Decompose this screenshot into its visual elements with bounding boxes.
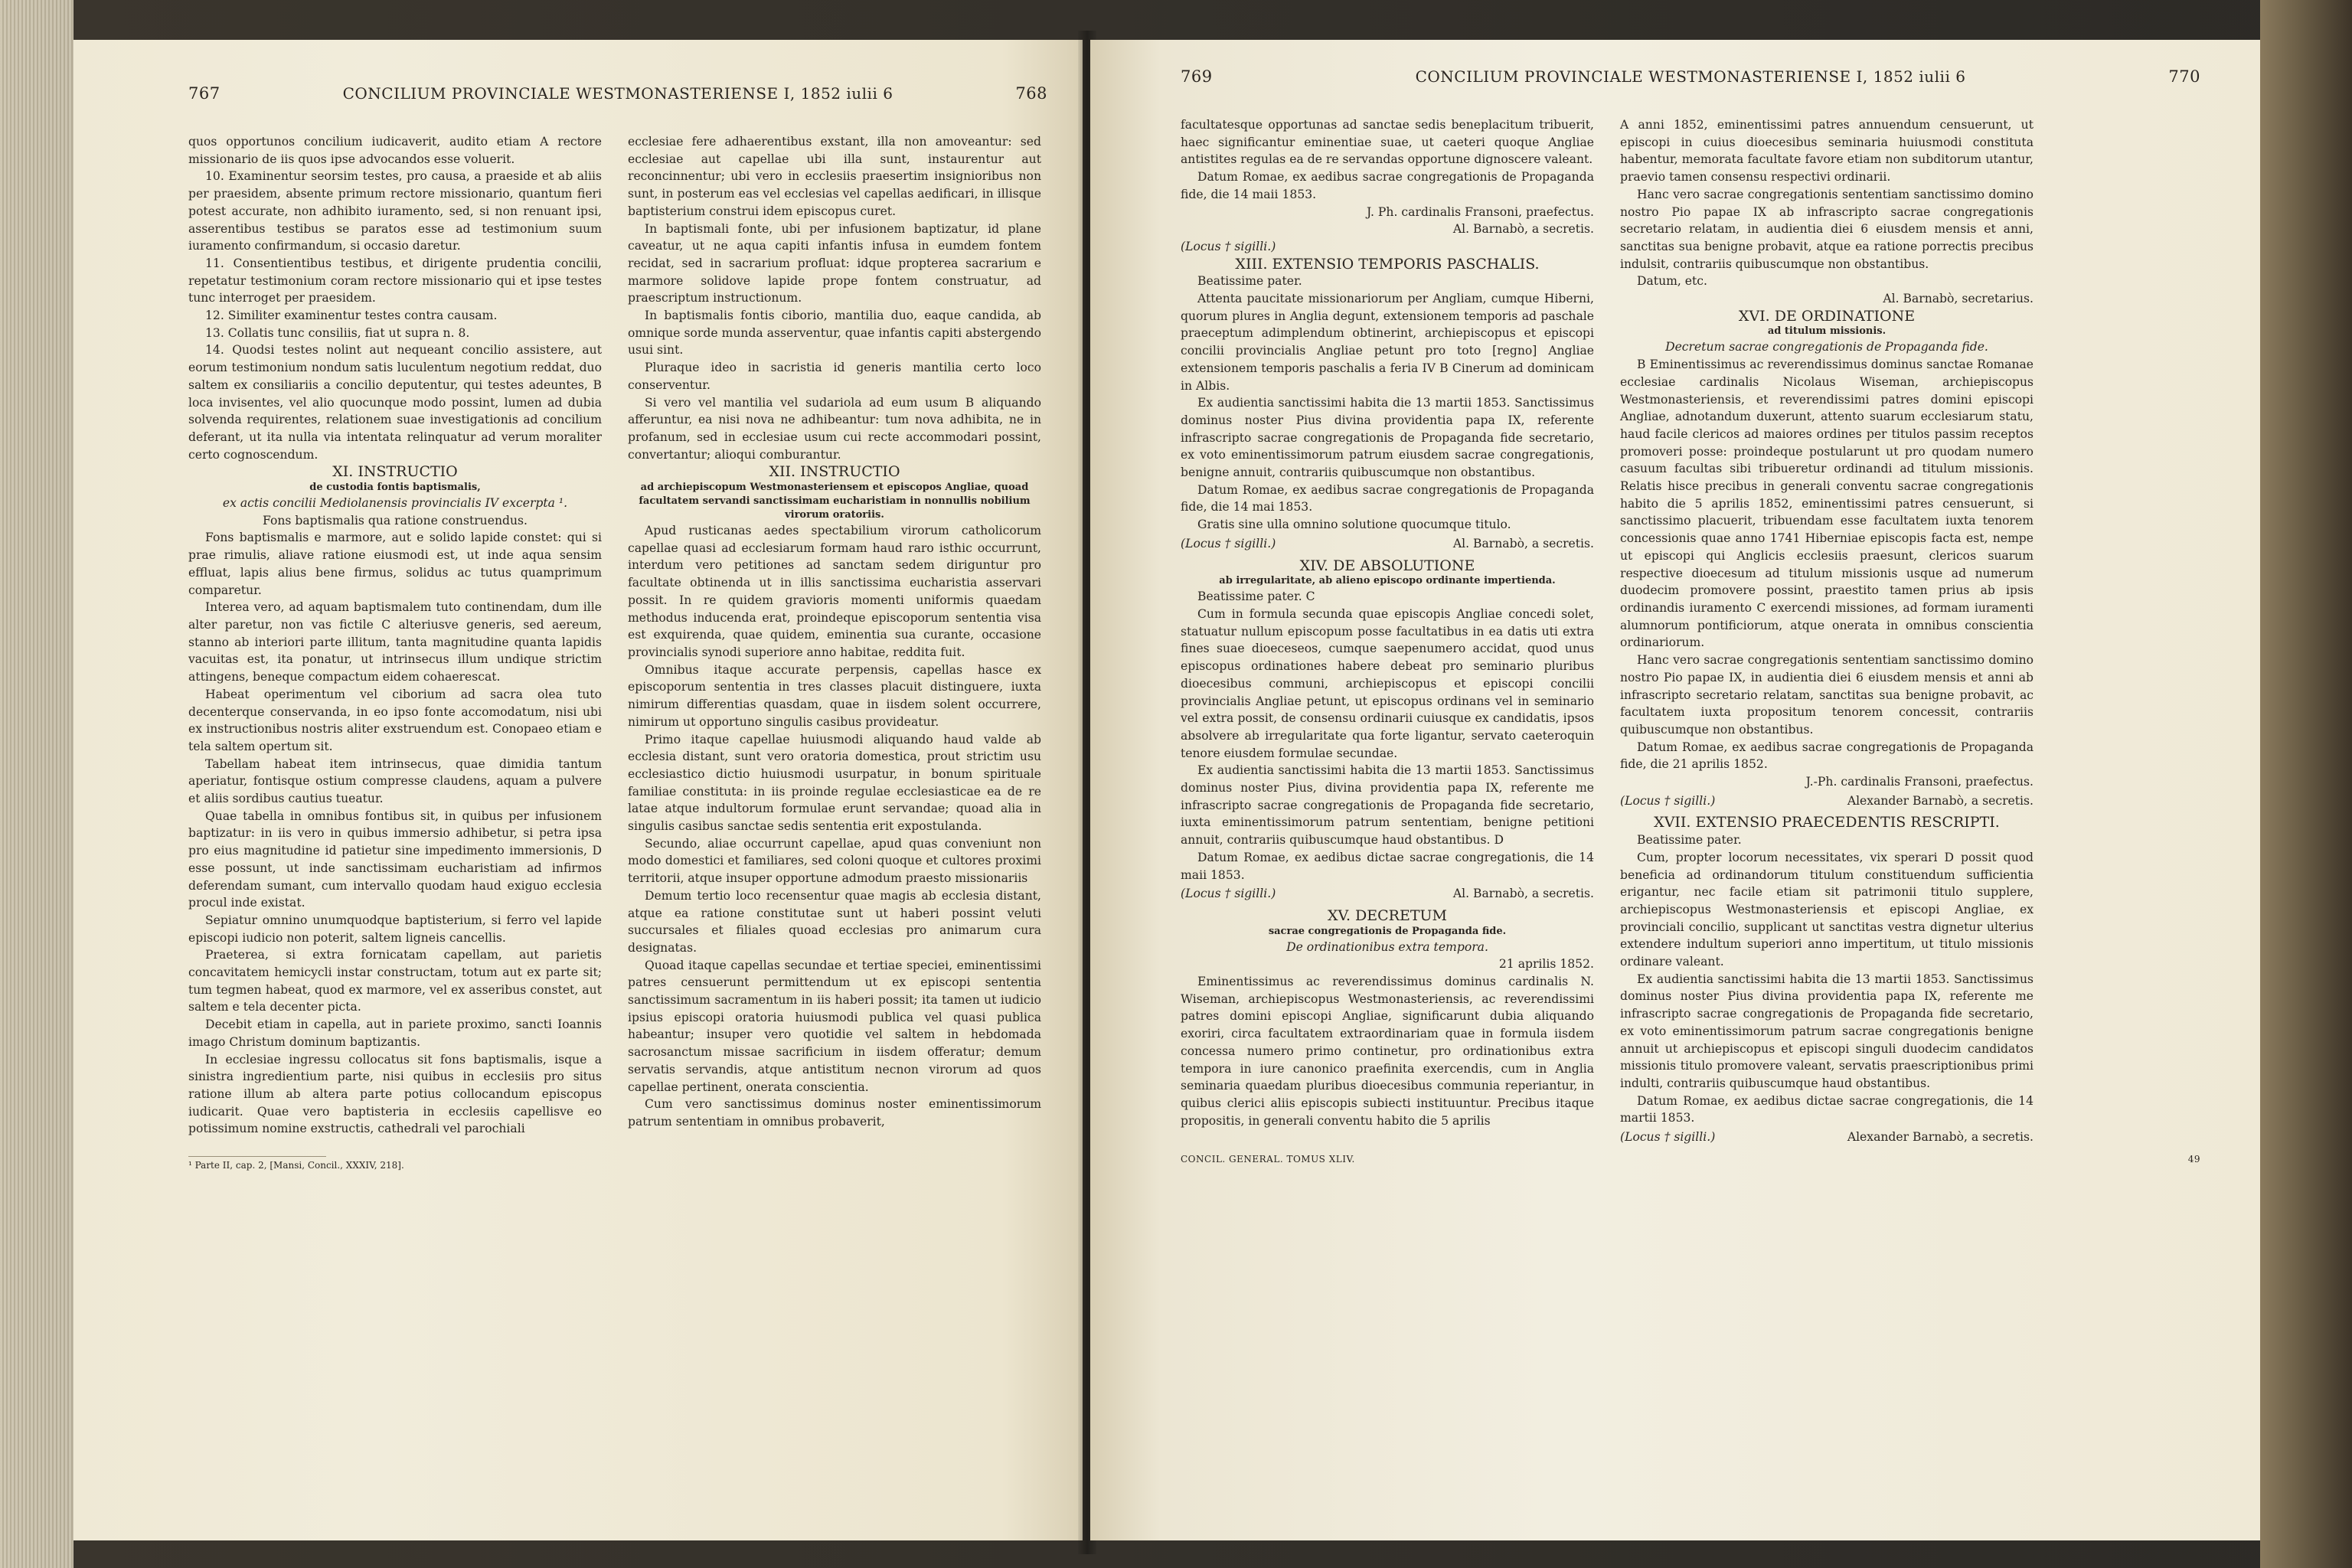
paragraph: Fons baptismalis e marmore, aut e solido lapide constet: qui si prae rimulis, aliave ratione eiusmodi est, ut inde aqua sensim effluat, lapis alius bene firmus, solidus ac tutus quamprimum comparetur. (188, 531, 602, 597)
section-subheading: ad titulum missionis. (1767, 325, 1886, 338)
left-col-1 (188, 133, 602, 1138)
paragraph: Habeat operimentum vel ciborium ad sacra olea tuto decenterque conservanda, in eo ipso fonte accomodatum, nisi ubi ex instructionibus nostris aliter exstruendum est. Conopaeo etiam e tela saltem opertum sit. (188, 687, 602, 753)
seal-mark: (Locus † sigilli.) (1620, 1130, 1716, 1145)
section-heading: XII. INSTRUCTIO (769, 463, 900, 481)
paragraph: Ex audientia sanctissimi habita die 13 martii 1853. Sanctissimus dominus noster Pius divina providentia papa IX, referente infrascripto sacrae congregationis de Propaganda fide secretario, ex voto eminentissimorum patrum eiusdem sacrae congregationis, benigne annuit, contrariis quibuscumque non obstantibus. (1181, 396, 1594, 480)
page-number-767: 767 (188, 84, 220, 103)
seal-mark: (Locus † sigilli.) (1181, 536, 1276, 550)
signatory: Al. Barnabò, a secretis. (1452, 536, 1594, 550)
volume-signature: CONCIL. GENERAL. TOMUS XLIV. (1181, 1153, 1355, 1165)
paragraph: A anni 1852, eminentissimi patres annuendum censuerunt, ut episcopi in cuius dioecesibus seminaria huiusmodi constituta habentur, memorata facultate favore etiam non subditorum utantur, praevio tamen consensu respectivi ordinarii. (1620, 118, 2034, 185)
paragraph: Decebit etiam in capella, aut in pariete proximo, sancti Ioannis imago Christum dominum baptizantis. (188, 1018, 602, 1049)
paragraph: Datum Romae, ex aedibus sacrae congregationis de Propaganda fide, die 21 aprilis 1852. (1620, 740, 2034, 772)
section-heading: XVII. EXTENSIO PRAECEDENTIS RESCRIPTI. (1654, 814, 2000, 831)
page-number-768: 768 (1015, 84, 1047, 103)
paragraph: Cum vero sanctissimus dominus noster eminentissimorum patrum sententiam in omnibus probaverit, (628, 1097, 1041, 1129)
paragraph: Beatissime pater. (1197, 274, 1302, 289)
section-subheading: ad archiepiscopum Westmonasteriensem et episcopos Angliae, quoad facultatem servandi sanctissimam eucharistiam in nonnullis nobilium virorum oratoriis. (639, 482, 1031, 521)
page-edges-left (0, 0, 74, 1568)
section-heading: XIII. EXTENSIO TEMPORIS PASCHALIS. (1235, 255, 1540, 273)
paragraph: Demum tertio loco recensentur quae magis ab ecclesia distant, atque ea ratione constitutae sunt ut haberi possint veluti succursales et filiales quoad ecclesias pro animarum cura designatas. (628, 888, 1041, 955)
signatory-line: Al. Barnabò, secretarius. (1883, 292, 2034, 306)
signatory-line: J. Ph. cardinalis Fransoni, praefectus. (1366, 204, 1594, 219)
paragraph: Ex audientia sanctissimi habita die 13 martii 1853. Sanctissimus dominus noster Pius, divina providentia papa IX, referente me infrascripto sacrae congregationis de Propaganda fide secretario, iuxta eminentissimorum patrum sententiam, benigne petitioni annuit, contrariis quibuscumque haud obstantibus. D (1181, 763, 1594, 848)
right-page-footer (1181, 1154, 2200, 1165)
section-subheading: de custodia fontis baptismalis, (309, 482, 481, 494)
signatory: Alexander Barnabò, a secretis. (1847, 793, 2034, 808)
signature-line (1620, 792, 2034, 810)
page-number-769: 769 (1181, 67, 1213, 86)
signature-line (1181, 885, 1594, 903)
paragraph: Si vero vel mantilia vel sudariola ad eum usum B aliquando afferuntur, ea nisi nova ne adhibeantur: tum nova adhibita, ne in profanum, sed in ecclesiae usum cui recte accommodari possint, convertantur; alioqui comburantur. (628, 395, 1041, 462)
left-running-title: CONCILIUM PROVINCIALE WESTMONASTERIENSE I, 1852 iulii 6 (342, 84, 893, 103)
paragraph: facultatesque opportunas ad sanctae sedis beneplacitum tribuerit, haec significantur eminentiae suae, ut caeteri quoque Angliae antistites regulas ea de re servandas opportune dignoscere valeant. (1181, 118, 1594, 167)
left-col-2 (628, 133, 1041, 1138)
paragraph: Hanc vero sacrae congregationis sententiam sanctissimo domino nostro Pio papae IX ab infrascripto sacrae congregationis secretario relatam, in audientia diei 6 eiusdem mensis et anni, sanctitas sua benigne probavit, atque ea ratione porrectis precibus indulsit, contrariis quibuscumque non obstantibus. (1620, 187, 2034, 271)
paragraph: Ex audientia sanctissimi habita die 13 martii 1853. Sanctissimus dominus noster Pius divina providentia papa IX, referente me infrascripto sacrae congregationis de Propaganda fide secretario, ex voto eminentissimorum patrum sacrae congregationis benigne annuit ut archiepiscopus et episcopi singuli duodecim candidatos missionis titulo promovere valeant, servatis praescriptionibus primi indulti, contrariis quibuscumque haud obstantibus. (1620, 972, 2034, 1090)
paragraph: In baptismalis fontis ciborio, mantilia duo, eaque candida, ab omnique sorde munda asserventur, quae infantis capiti abstergendo usui sint. (628, 309, 1041, 358)
paragraph: Sepiatur omnino unumquodque baptisterium, si ferro vel lapide episcopi iudicio non poterit, saltem ligneis cancellis. (188, 913, 602, 945)
paragraph: Tabellam habeat item intrinsecus, quae dimidia tantum aperiatur, fontisque ostium compresse claudens, aquam a pulvere et aliis sordibus cautius tueatur. (188, 756, 602, 806)
signatory-line: J.-Ph. cardinalis Fransoni, praefectus. (1805, 775, 2034, 789)
seal-mark: (Locus † sigilli.) (1620, 793, 1716, 808)
signature-line (1620, 1129, 2034, 1146)
left-columns (188, 133, 1047, 1138)
right-running-title: CONCILIUM PROVINCIALE WESTMONASTERIENSE I, 1852 iulii 6 (1415, 67, 1966, 86)
section-subtitle: ex actis concilii Mediolanensis provincialis IV excerpta ¹. (222, 496, 568, 511)
section-subtitle: De ordinationibus extra tempora. (1286, 939, 1488, 954)
book-cover-edge (2260, 0, 2352, 1568)
paragraph: Omnibus itaque accurate perpensis, capellas hasce ex episcoporum sententia in tres classes placuit distinguere, iuxta nimirum differentias quasdam, quae in iisdem solent occurrere, nimirum ut opportuno singulis casibus provideatur. (628, 662, 1041, 729)
right-running-head (1181, 67, 2200, 86)
section-heading: XV. DECRETUM (1328, 906, 1447, 924)
paragraph: Datum Romae, ex aedibus sacrae congregationis de Propaganda fide, die 14 mai 1853. (1181, 482, 1594, 514)
signatory: Al. Barnabò, a secretis. (1452, 887, 1594, 901)
paragraph: Beatissime pater. (1637, 833, 1742, 848)
right-columns (1181, 116, 2200, 1151)
paragraph: Gratis sine ulla omnino solutione quocumque titulo. (1197, 518, 1511, 532)
signature-mark: 49 (2187, 1153, 2200, 1165)
paragraph: Secundo, aliae occurrunt capellae, apud quas conveniunt non modo domestici et familiares, sed coloni quoque et cultores proximi territorii, atque insuper opportune admodum praesto missionariis (628, 836, 1041, 886)
paragraph: Datum Romae, ex aedibus sacrae congregationis de Propaganda fide, die 14 maii 1853. (1181, 170, 1594, 201)
seal-mark: (Locus † sigilli.) (1181, 887, 1276, 901)
section-heading: XI. INSTRUCTIO (332, 463, 458, 481)
paragraph: Datum Romae, ex aedibus dictae sacrae congregationis, die 14 martii 1853. (1620, 1093, 2034, 1125)
paragraph: 13. Collatis tunc consiliis, fiat ut supra n. 8. (205, 325, 470, 340)
seal-mark: (Locus † sigilli.) (1181, 239, 1276, 253)
paragraph: Pluraque ideo in sacristia id generis mantilia certo loco conserventur. (628, 361, 1041, 392)
page-number-770: 770 (2168, 67, 2200, 86)
paragraph: Interea vero, ad aquam baptismalem tuto continendam, dum ille alter paretur, non vas fictile C alteriusve generis, sed aereum, stanno ab interiori parte illitum, tanta magnitudine quanta lapidis vacuitas est, ita ponatur, ut intrinsecus illum undique strictim attingens, beneque compactum eidem cohaerescat. (188, 600, 602, 684)
signatory-line: 21 aprilis 1852. (1498, 957, 1594, 972)
section-heading: XIV. DE ABSOLUTIONE (1299, 557, 1475, 574)
paragraph: ecclesiae fere adhaerentibus exstant, illa non amoveantur: sed ecclesiae aut capellae ubi illa sunt, instaurentur aut reconcinnentur; ubi vero in ecclesiis praesertim insignioribus non sunt, in posterum eas vel ecclesias vel capellas aedificari, in illisque baptisterium construi idem episcopus curet. (628, 135, 1041, 218)
section-heading: XVI. DE ORDINATIONE (1738, 307, 1916, 325)
paragraph: 10. Examinentur seorsim testes, pro causa, a praeside et ab aliis per praesidem, absente primum rectore missionario, quantum fieri potest accurate, non adhibito iuramento, sed, si non renuant ipsi, asserentibus testibus se paratos esse ad testimonium suum iuramento confirmandum, si occasio daretur. (188, 169, 602, 253)
centered-line: Fons baptismalis qua ratione construendus. (263, 513, 528, 528)
paragraph: Hanc vero sacrae congregationis sententiam sanctissimo domino nostro Pio papae IX, in audientia diei 6 eiusdem mensis et anni ab infrascripto secretario relatam, sanctitas sua benigne probavit, ac facultatem iuxta propositum tenorem concessit, contrariis quibuscumque non obstantibus. (1620, 653, 2034, 737)
signature-line (1181, 535, 1594, 553)
left-page (74, 40, 1083, 1540)
left-footnote: ¹ Parte II, cap. 2, [Mansi, Concil., XXXIV, 218]. (188, 1156, 326, 1171)
paragraph: quos opportunos concilium iudicaverit, audito etiam A rectore missionario de iis quos ipse advocandos esse voluerit. (188, 135, 602, 166)
paragraph: Attenta paucitate missionariorum per Angliam, cumque Hiberni, quorum plures in Anglia degunt, extensionem temporis ad paschale praeceptum adimplendum obtinerint, archiepiscopus et episcopi concilii provincialis Angliae petunt pro toto [regno] Angliae extensionem temporis paschalis a feria IV B Cinerum ad dominicam in Albis. (1181, 292, 1594, 393)
right-page (1090, 40, 2262, 1540)
section-subheading: sacrae congregationis de Propaganda fide. (1268, 925, 1507, 937)
paragraph: Datum Romae, ex aedibus dictae sacrae congregationis, die 14 maii 1853. (1181, 850, 1594, 882)
paragraph: In ecclesiae ingressu collocatus sit fons baptismalis, isque a sinistra ingredientium parte, nisi quibus in ecclesiis pro situs ratione illum ab altera parte potius collocandum episcopus iudicarit. Quae vero baptisteria in ecclesiis capellisve eo potissimum nomine exstructis, cathedrali vel parochiali (188, 1052, 602, 1136)
paragraph: B Eminentissimus ac reverendissimus dominus sanctae Romanae ecclesiae cardinalis Nicolaus Wiseman, archiepiscopus Westmonasteriensis, et reverendissimi patres domini episcopi Angliae, adnotandum duxerunt, attento suarum ecclesiarum statu, haud facile clericos ad maiores ordines per titulos passim receptos promoveri posse: proindeque postularunt ut pro quodam numero casuum facultas sibi tribueretur ordinandi ad titulum missionis. Relatis hisce precibus in generali conventu sacrae congregationis habito die 5 aprilis 1852, eminentissimi patres censuerunt, si sanctissimo placuerit, tribuendam esse facultatem iuxta tenorem concessionis quae anno 1741 Hiberniae episcopis facta est, nempe ut episcopi qui Anglicis ecclesiis praesunt, clericos suarum respective dioecesum ad titulum missionis usque ad numerum duodecim promovere possint, praestito tamen prius ab ipsis ordinandis iuramento C exercendi missiones, ad formam iuramenti alumnorum pontificiorum, atque onerata in omnibus conscientia ordinariorum. (1620, 358, 2034, 650)
paragraph: Quae tabella in omnibus fontibus sit, in quibus per infusionem baptizatur: in iis vero in quibus immersio adhibetur, si petra ipsa pro eius magnitudine id patietur sine impedimento immersionis, D esse possunt, ut inde sanctissimam eucharistiam ad infirmos deferendam sumant, cum intervallo quodam haud exiguo ecclesia procul inde existat. (188, 808, 602, 910)
paragraph: Quoad itaque capellas secundae et tertiae speciei, eminentissimi patres censuerunt permittendum ut ex episcopi sententia sanctissimum sacramentum in iis haberi possit; ita tamen ut iudicio ipsius episcopi oratoria huiusmodi publica vel quasi publica habeantur; insuper vero quotidie vel saltem in hebdomada sacrosanctum missae sacrificium in iisdem offeratur; demum servatis servandis, atque antistitum necnon virorum ad quos capellae pertinent, onerata conscientia. (628, 958, 1041, 1094)
paragraph: In baptismali fonte, ubi per infusionem baptizatur, id plane caveatur, ut ne aqua capiti infantis infusa in eumdem fontem recidat, sed in sacrarium profluat: idque propterea sacrarium e marmore solidove lapide prope fontem construatur, ad praescriptum instructionum. (628, 221, 1041, 305)
section-subtitle: Decretum sacrae congregationis de Propaganda fide. (1665, 340, 1988, 354)
paragraph: Eminentissimus ac reverendissimus dominus cardinalis N. Wiseman, archiepiscopus Westmonasteriensis, ac reverendissimi patres domini episcopi Angliae, significarunt dubia aliquando exoriri, circa facultatem extraordinariam quae in formula iisdem concessa numero primo continetur, pro ordinationibus extra tempora in iure canonico praefinita exercendis, cum in Anglia seminaria quaedam pluribus dioecesibus communia reperiantur, in quibus clerici aliis episcopis subiecti instituuntur. Precibus itaque propositis, in generali conventu habito die 5 aprilis (1181, 975, 1594, 1128)
paragraph: Datum, etc. (1637, 274, 1707, 289)
paragraph: Beatissime pater. C (1197, 590, 1315, 604)
paragraph: 11. Consentientibus testibus, et dirigente prudentia concilii, repetatur testimonium coram rectore missionario qui et ipse testes tunc interroget per praesidem. (188, 256, 602, 305)
paragraph: Primo itaque capellae huiusmodi aliquando haud valde ab ecclesia distant, sunt vero oratoria domestica, prout strictim usu ecclesiastico dictio huiusmodi usurpatur, in bonum spirituale familiae constituta: in iis proinde regulae ecclesiasticae ea de re latae atque indultorum formulae erunt servandae; quoad alia in singulis casibus sanctae sedis sententia erit expostulanda. (628, 732, 1041, 834)
paragraph: Cum, propter locorum necessitates, vix sperari D possit quod beneficia ad ordinandorum titulum constituendum sufficientia erigantur, nec facile etiam sit patrimonii titulo supplere, archiepiscopus Westmonasteriensis et episcopi Angliae, ex provinciali concilio, supplicant ut sanctitas vestra dignetur ulterius extendere indultum superiori anno impertitum, ut titulo missionis ordinare valeant. (1620, 850, 2034, 969)
signatory-line: Al. Barnabò, a secretis. (1452, 222, 1594, 237)
paragraph: 12. Similiter examinentur testes contra causam. (205, 309, 498, 323)
left-running-head (188, 84, 1047, 103)
right-col-2 (1620, 116, 2034, 1151)
right-col-1 (1181, 116, 1594, 1151)
paragraph: Praeterea, si extra fornicatam capellam, aut parietis concavitatem hemicycli instar constructam, totum aut ex parte sit; tum tegmen habeat, quod ex marmore, vel ex asseribus constet, aut saltem e tela decenter picta. (188, 948, 602, 1014)
paragraph: Apud rusticanas aedes spectabilium virorum catholicorum capellae quasi ad ecclesiarum formam haud raro isthic occurrunt, interdum vero petitiones ad sanctam sedem diriguntur pro facultate obtinenda ut in illis sanctissima eucharistia asservari possit. In re quidem gravioris momenti uniformis quaedam methodus inducenda erat, proindeque episcoporum sententia visa est exquirenda, quae quidem, eminentia sua curante, occasione provincialis synodi superiore anno habitae, reddita fuit. (628, 524, 1041, 659)
paragraph: 14. Quodsi testes nolint aut nequeant concilio assistere, aut eorum testimonium nondum satis luculentum negotium reddat, duo saltem ex consiliariis a concilio deputentur, qui testes adeuntes, B loca invisentes, vel alio quocunque modo possint, lumen ad dubia solvenda requirentes, relationem suae investigationis ad concilium deferant, ut ita nulla via intentata relinquatur ad verum moraliter certo cognoscendum. (188, 343, 602, 462)
section-subheading: ab irregularitate, ab alieno episcopo ordinante impertienda. (1219, 575, 1556, 587)
paragraph: Cum in formula secunda quae episcopis Angliae concedi solet, statuatur nullum episcopum posse facultatibus in ea datis uti extra fines suae dioeceseos, cumque saepenumero accidat, quod unus episcopus ordinationes habere debeat pro seminario pluribus dioecesibus communi, archiepiscopus et episcopi concilii provincialis Angliae petunt, ut episcopus ordinans vel in seminario vel extra possit, de consensu ordinarii cuiusque ex candidatis, ipsos absolvere ab irregularitate qua forte ligantur, servato caeteroquin tenore eiusdem formulae secundae. (1181, 606, 1594, 760)
signatory: Alexander Barnabò, a secretis. (1847, 1130, 2034, 1145)
